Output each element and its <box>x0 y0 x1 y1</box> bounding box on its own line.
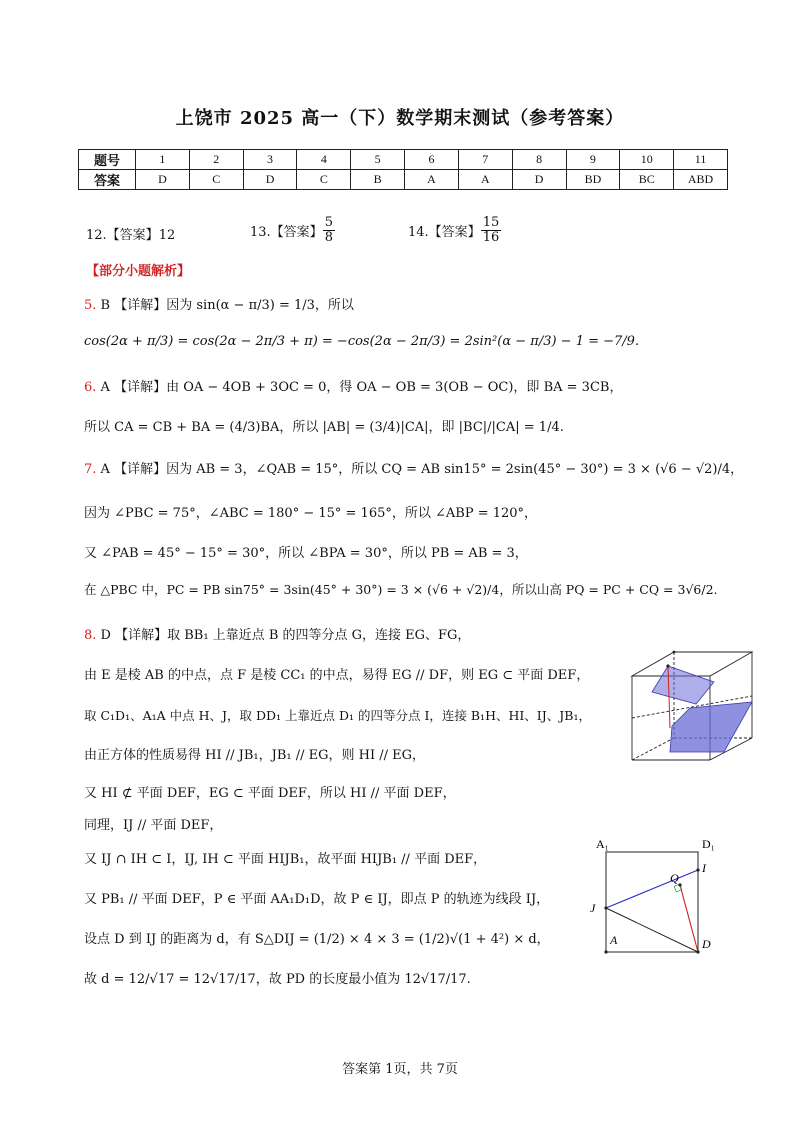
q6-line-1 <box>84 376 622 395</box>
label-j: J <box>590 901 596 915</box>
table-cell: BD <box>566 170 620 190</box>
q7-line-2: 因为 ∠PBC = 75°，∠ABC = 180° − 15° = 165°，所以 ∠ABP = 120°， <box>84 506 538 521</box>
table-cell: A <box>458 170 512 190</box>
table-cell: 7 <box>458 150 512 170</box>
answer-label: 答案 <box>79 170 136 190</box>
segment-dq <box>680 885 698 952</box>
table-cell: 6 <box>405 150 459 170</box>
q7-number: 7. <box>84 462 97 477</box>
q7-line-1 <box>84 458 743 477</box>
table-cell: 9 <box>566 150 620 170</box>
point-q <box>678 883 681 886</box>
table-cell: ABD <box>674 170 728 190</box>
answer-table-header-row <box>79 150 728 170</box>
q8-number: 8. <box>84 628 97 643</box>
q7-line-4: 在 △PBC 中，PC = PB sin75° = 3sin(45° + 30°) = 3 × (√6 + √2)/4，所以山高 PQ = PC + CQ = 3√6/2. <box>84 582 718 597</box>
point-i <box>696 868 699 871</box>
label-d1: D₁ <box>702 837 715 851</box>
table-cell: 10 <box>620 150 674 170</box>
table-cell: 3 <box>243 150 297 170</box>
label-a: A <box>610 933 618 947</box>
cube-top-face <box>632 652 752 676</box>
q14-label: 14.【答案】 <box>408 224 481 240</box>
q5-line-1 <box>84 294 354 313</box>
q13-label: 13.【答案】 <box>250 224 323 240</box>
q8-line-5: 又 HI ⊄ 平面 DEF，EG ⊂ 平面 DEF，所以 HI // 平面 DEF， <box>84 786 456 801</box>
point-j <box>604 906 607 909</box>
q8-line-4: 由正方体的性质易得 HI // JB₁，JB₁ // EG，则 HI // EG， <box>84 748 425 763</box>
q6-line-2: 所以 CA = CB + BA = (4/3)BA，所以 |AB| = (3/4)|CA|，即 |BC|/|CA| = 1/4. <box>84 420 564 435</box>
table-cell: C <box>189 170 243 190</box>
point-marker <box>666 664 669 667</box>
table-cell: 4 <box>297 150 351 170</box>
q14-denominator: 16 <box>482 229 500 245</box>
q14-numerator: 15 <box>482 215 500 230</box>
q13-fraction <box>323 216 335 244</box>
segment-jd <box>606 908 698 952</box>
q13-answer <box>250 216 335 244</box>
point-d <box>696 950 699 953</box>
q5-number: 5. <box>84 298 97 313</box>
q14-fraction <box>481 216 502 244</box>
q8-line-10: 故 d = 12/√17 = 12√17/17，故 PD 的长度最小值为 12√17/17. <box>84 972 471 987</box>
q8-text-1: D 【详解】取 BB₁ 上靠近点 B 的四等分点 G，连接 EG、FG， <box>100 628 471 643</box>
q12-label: 12.【答案】 <box>86 228 159 243</box>
q12-answer <box>86 224 175 243</box>
table-cell: D <box>512 170 566 190</box>
q8-line-7: 又 IJ ∩ IH ⊂ I，IJ, IH ⊂ 平面 HIJB₁，故平面 HIJB₁ // 平面 DEF， <box>84 852 487 867</box>
q14-answer <box>408 216 501 244</box>
table-cell: D <box>243 170 297 190</box>
label-i: I <box>702 861 706 875</box>
q6-number: 6. <box>84 380 97 395</box>
q13-numerator: 5 <box>324 215 333 230</box>
q5-line-2: cos(2α + π/3) = cos(2α − 2π/3 + π) = −cos(2α − 2π/3) = 2sin²(α − π/3) − 1 = −7/9. <box>84 334 640 349</box>
cube-figure <box>606 642 766 774</box>
q13-denominator: 8 <box>324 229 333 245</box>
table-cell: 2 <box>189 150 243 170</box>
q8-line-6: 同理，IJ // 平面 DEF， <box>84 818 223 833</box>
answer-table <box>78 149 728 190</box>
table-cell: B <box>351 170 405 190</box>
table-cell: 11 <box>674 150 728 170</box>
cube-hidden-edge <box>632 738 674 760</box>
answer-table-answer-row <box>79 170 728 190</box>
q7-text-1: A 【详解】因为 AB = 3，∠QAB = 15°，所以 CQ = AB sin15° = 2sin(45° − 30°) = 3 × (√6 − √2)/4， <box>100 462 744 477</box>
point-a <box>604 950 607 953</box>
q8-line-9: 设点 D 到 IJ 的距离为 d，有 S△DIJ = (1/2) × 4 × 3 = (1/2)√(1 + 4²) × d， <box>84 932 550 947</box>
q5-text-1: B 【详解】因为 sin(α − π/3) = 1/3，所以 <box>100 298 354 313</box>
table-cell: 8 <box>512 150 566 170</box>
q8-line-8: 又 PB₁ // 平面 DEF，P ∈ 平面 AA₁D₁D，故 P ∈ IJ，即点 P 的轨迹为线段 IJ， <box>84 892 550 907</box>
table-cell: D <box>136 170 190 190</box>
page-footer: 答案第 1页，共 7页 <box>342 1062 458 1077</box>
plane-hijb1 <box>652 666 714 704</box>
table-cell: C <box>297 170 351 190</box>
square-figure <box>584 830 734 964</box>
q12-value: 12 <box>158 228 176 243</box>
point-marker <box>673 651 676 654</box>
q7-line-3: 又 ∠PAB = 45° − 15° = 30°，所以 ∠BPA = 30°，所以 PB = AB = 3， <box>84 546 528 561</box>
label-q: Q <box>670 871 679 885</box>
table-cell: 1 <box>136 150 190 170</box>
q8-line-2: 由 E 是棱 AB 的中点，点 F 是棱 CC₁ 的中点，易得 EG // DF，则 EG ⊂ 平面 DEF， <box>84 668 590 683</box>
q8-line-3: 取 C₁D₁、A₁A 中点 H、J，取 DD₁ 上靠近点 D₁ 的四等分点 I，连接 B₁H、HI、IJ、JB₁， <box>84 708 591 723</box>
q6-text-1: A 【详解】由 OA − 4OB + 3OC = 0，得 OA − OB = 3(OB − OC)，即 BA = 3CB， <box>100 380 623 395</box>
label-d: D <box>702 937 711 951</box>
q8-line-1 <box>84 624 470 643</box>
table-cell: 5 <box>351 150 405 170</box>
label-a1: A₁ <box>596 837 609 851</box>
page-title: 上饶市 2025 高一（下）数学期末测试（参考答案） <box>175 108 625 129</box>
header-label: 题号 <box>79 150 136 170</box>
table-cell: A <box>405 170 459 190</box>
table-cell: BC <box>620 170 674 190</box>
section-heading: 【部分小题解析】 <box>86 264 191 279</box>
